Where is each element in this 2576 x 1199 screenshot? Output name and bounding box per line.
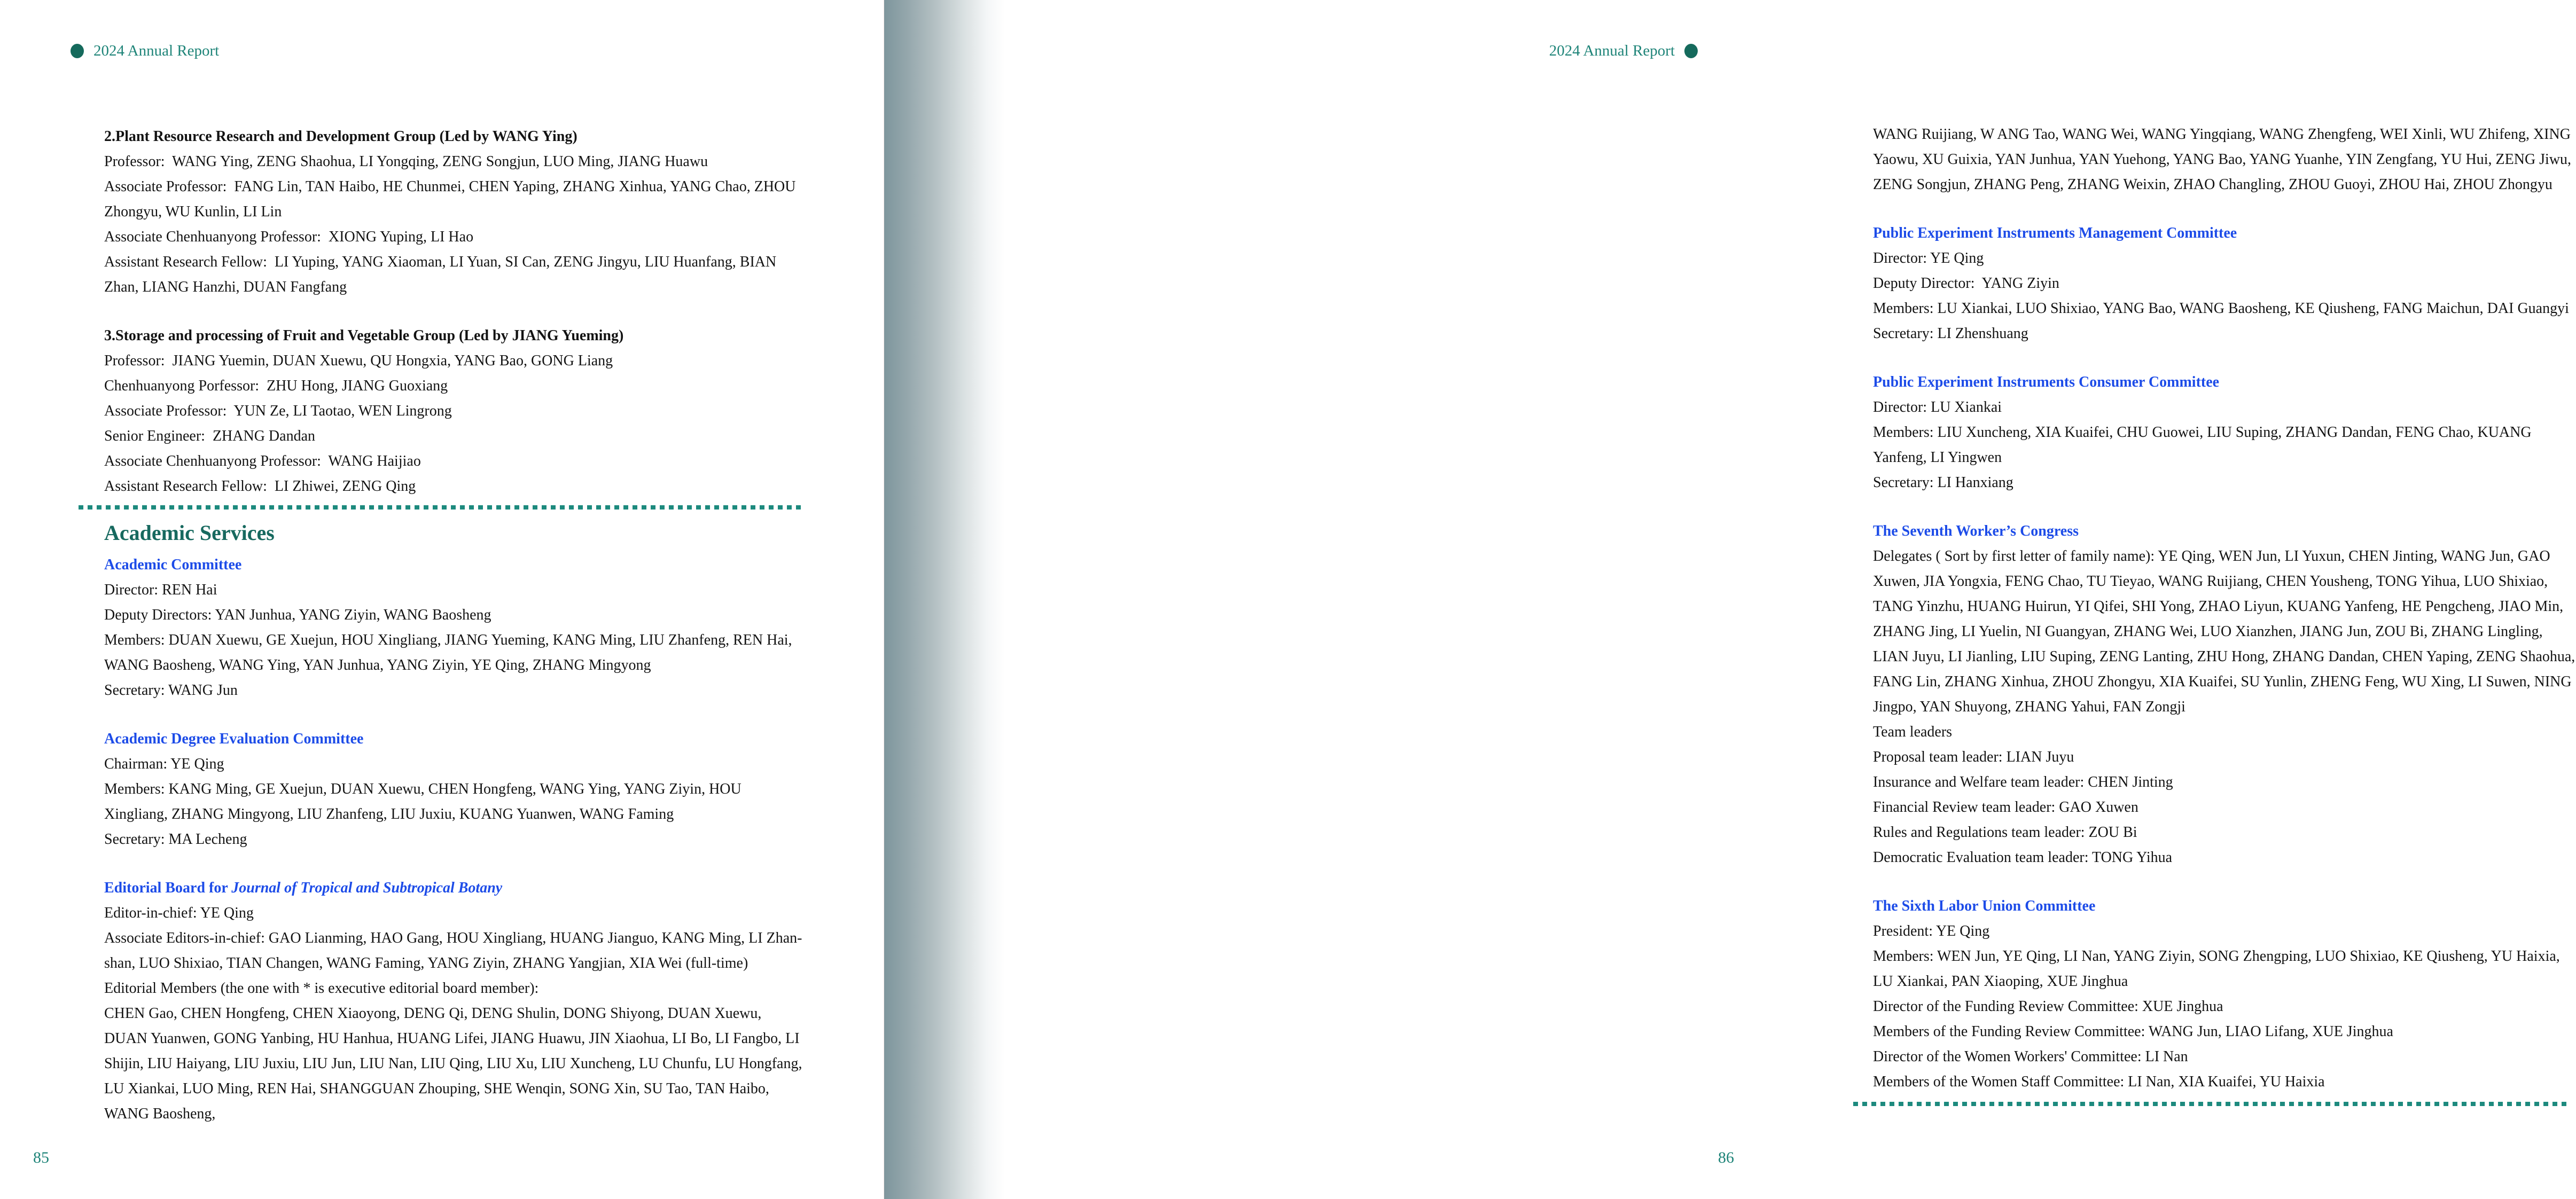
block-spacer	[1873, 495, 2576, 519]
page-header-right	[1549, 42, 1698, 60]
body-paragraph: Director: YE Qing	[1873, 250, 1984, 267]
body-paragraph: Director of the Women Workers' Committee: LI Nan	[1873, 1048, 2188, 1065]
body-paragraph: President: YE Qing	[1873, 923, 1990, 939]
body-paragraph: WANG Ruijiang, W ANG Tao, WANG Wei, WANG Yingqiang, WANG Zhengfeng, WEI Xinli, WU Zhifeng, XING Yaowu, XU Guixia, YAN Junhua, YAN Yuehong, YANG Bao, YANG Yuanhe, YIN Zengfang, YU Hui, ZENG Jiwu, ZENG Songjun, ZHANG Peng, ZHANG Weixin, ZHAO Changling, ZHOU Guoyi, ZHOU Hai, ZHOU Zhongyu	[1873, 126, 2575, 193]
page-number-left: 85	[33, 1149, 49, 1166]
body-paragraph: Associate Professor: FANG Lin, TAN Haibo, HE Chunmei, CHEN Yaping, ZHANG Xinhua, YANG Chao, ZHOU Zhongyu, WU Kunlin, LI Lin	[104, 178, 800, 220]
header-bullet-icon	[1684, 44, 1698, 58]
body-paragraph: Assistant Research Fellow: LI Yuping, YANG Xiaoman, LI Yuan, SI Can, ZENG Jingyu, LIU Huanfang, BIAN Zhan, LIANG Hanzhi, DUAN Fangfang	[104, 254, 780, 295]
body-paragraph: Secretary: WANG Jun	[104, 682, 238, 699]
body-paragraph: Secretary: MA Lecheng	[104, 831, 247, 848]
body-paragraph: Rules and Regulations team leader: ZOU Bi	[1873, 824, 2137, 841]
body-paragraph: Financial Review team leader: GAO Xuwen	[1873, 799, 2138, 816]
page-right	[884, 0, 2575, 1199]
committee-heading: Public Experiment Instruments Management Committee	[1873, 225, 2237, 241]
page-left	[0, 0, 884, 1199]
body-paragraph: Members of the Women Staff Committee: LI Nan, XIA Kuaifei, YU Haixia	[1873, 1073, 2325, 1090]
body-paragraph: Proposal team leader: LIAN Juyu	[1873, 749, 2074, 765]
header-title-right: 2024 Annual Report	[1549, 42, 1675, 59]
body-paragraph: Associate Professor: YUN Ze, LI Taotao, WEN Lingrong	[104, 403, 452, 419]
body-paragraph: Associate Chenhuanyong Professor: XIONG Yuping, LI Hao	[104, 229, 474, 245]
block-spacer	[1873, 197, 2576, 221]
committee-heading: Academic Degree Evaluation Committee	[104, 731, 364, 747]
committee-heading: The Seventh Worker’s Congress	[1873, 523, 2079, 539]
block-spacer	[104, 703, 805, 726]
body-paragraph: Democratic Evaluation team leader: TONG Yihua	[1873, 849, 2173, 866]
body-paragraph: Members: LIU Xuncheng, XIA Kuaifei, CHU Guowei, LIU Suping, ZHANG Dandan, FENG Chao, KUANG Yanfeng, LI Yingwen	[1873, 424, 2535, 466]
body-paragraph: Assistant Research Fellow: LI Zhiwei, ZENG Qing	[104, 478, 416, 495]
header-title-left: 2024 Annual Report	[93, 42, 220, 59]
body-paragraph: Director: REN Hai	[104, 582, 217, 598]
body-paragraph: Members: KANG Ming, GE Xuejun, DUAN Xuewu, CHEN Hongfeng, WANG Ying, YANG Ziyin, HOU Xingliang, ZHANG Mingyong, LIU Zhanfeng, LIU Juxiu, KUANG Yuanwen, WANG Faming	[104, 781, 745, 822]
section-title: Academic Services	[104, 521, 275, 545]
body-paragraph: Secretary: LI Zhenshuang	[1873, 325, 2028, 342]
body-paragraph: Director of the Funding Review Committee: XUE Jinghua	[1873, 998, 2223, 1015]
committee-heading: The Sixth Labor Union Committee	[1873, 898, 2096, 914]
body-paragraph: Team leaders	[1873, 724, 1953, 740]
body-paragraph: Deputy Directors: YAN Junhua, YANG Ziyin, WANG Baosheng	[104, 607, 491, 623]
body-paragraph: Professor: JIANG Yuemin, DUAN Xuewu, QU Hongxia, YANG Bao, GONG Liang	[104, 352, 613, 369]
body-paragraph: Members: DUAN Xuewu, GE Xuejun, HOU Xingliang, JIANG Yueming, KANG Ming, LIU Zhanfeng, REN Hai, WANG Baosheng, WANG Ying, YAN Junhua, YANG Ziyin, YE Qing, ZHANG Mingyong	[104, 632, 796, 673]
block-spacer	[104, 300, 805, 323]
body-paragraph: Secretary: LI Hanxiang	[1873, 474, 2013, 491]
group-heading: 2.Plant Resource Research and Development Group (Led by WANG Ying)	[104, 128, 577, 145]
body-paragraph: Director: LU Xiankai	[1873, 399, 2002, 416]
committee-heading: Editorial Board for Journal of Tropical and Subtropical Botany	[104, 880, 503, 896]
body-paragraph: Editorial Members (the one with * is executive editorial board member):	[104, 980, 539, 997]
committee-heading: Public Experiment Instruments Consumer Committee	[1873, 374, 2220, 390]
body-paragraph: CHEN Gao, CHEN Hongfeng, CHEN Xiaoyong, DENG Qi, DENG Shulin, DONG Shiyong, DUAN Xuewu, DUAN Yuanwen, GONG Yanbing, HU Hanhua, HUANG Lifei, JIANG Huawu, JIN Xiaohua, LI Bo, LI Fangbo, LI Shijin, LIU Haiyang, LIU Juxiu, LIU Jun, LIU Nan, LIU Qing, LIU Xu, LIU Xuncheng, LU Chunfu, LU Hongfang, LU Xiankai, LUO Ming, REN Hai, SHANGGUAN Zhouping, SHE Wenqin, SONG Xin, SU Tao, TAN Haibo, WANG Baosheng,	[104, 1005, 806, 1122]
block-spacer	[104, 852, 805, 875]
dashed-separator	[1853, 1102, 2567, 1106]
body-paragraph: Members: LU Xiankai, LUO Shixiao, YANG Bao, WANG Baosheng, KE Qiusheng, FANG Maichun, DAI Guangyi	[1873, 300, 2569, 317]
body-paragraph: Chairman: YE Qing	[104, 756, 224, 772]
body-paragraph: Delegates ( Sort by first letter of family name): YE Qing, WEN Jun, LI Yuxun, CHEN Jinting, WANG Jun, GAO Xuwen, JIA Yongxia, FENG Chao, TU Tieyao, WANG Ruijiang, CHEN Yousheng, TONG Yihua, LUO Shixiao, TANG Yinzhu, HUANG Huirun, YI Qifei, SHI Yong, ZHAO Liyun, KUANG Yanfeng, HE Pengcheng, JIAO Min, ZHANG Jing, LI Yuelin, NI Guangyan, ZHANG Wei, LUO Xianzhen, JIANG Jun, ZOU Bi, ZHANG Lingling, LIAN Juyu, LI Jianling, LIU Suping, ZENG Lanting, ZHU Hong, ZHANG Dandan, CHEN Yaping, ZENG Shaohua, FANG Lin, ZHANG Xinhua, ZHOU Zhongyu, XIA Kuaifei, SU Yunlin, ZHENG Feng, WU Xing, LI Suwen, NING Jingpo, YAN Shuyong, ZHANG Yahui, FAN Zongji	[1873, 548, 2575, 715]
body-paragraph: Chenhuanyong Porfessor: ZHU Hong, JIANG Guoxiang	[104, 378, 448, 394]
block-spacer	[1873, 346, 2576, 370]
body-paragraph: Associate Chenhuanyong Professor: WANG Haijiao	[104, 453, 421, 469]
body-paragraph: Insurance and Welfare team leader: CHEN Jinting	[1873, 774, 2173, 790]
header-bullet-icon	[71, 44, 84, 58]
body-paragraph: Members: WEN Jun, YE Qing, LI Nan, YANG Ziyin, SONG Zhengping, LUO Shixiao, KE Qiusheng, YU Haixia, LU Xiankai, PAN Xiaoping, XUE Jinghua	[1873, 948, 2564, 990]
page-number-right: 86	[1718, 1149, 1734, 1166]
committee-heading: Academic Committee	[104, 557, 242, 573]
body-paragraph: Associate Editors-in-chief: GAO Lianming, HAO Gang, HOU Xingliang, HUANG Jianguo, KANG Ming, LI Zhan-shan, LUO Shixiao, TIAN Changen, WANG Faming, YANG Ziyin, ZHANG Yangjian, XIA Wei (full-time)	[104, 930, 802, 971]
block-spacer	[1873, 870, 2576, 894]
left-content-column	[104, 124, 805, 1126]
body-paragraph: Senior Engineer: ZHANG Dandan	[104, 428, 316, 444]
body-paragraph: Professor: WANG Ying, ZENG Shaohua, LI Yongqing, ZENG Songjun, LUO Ming, JIANG Huawu	[104, 153, 708, 170]
group-heading: 3.Storage and processing of Fruit and Vegetable Group (Led by JIANG Yueming)	[104, 327, 624, 344]
body-paragraph: Editor-in-chief: YE Qing	[104, 905, 254, 921]
body-paragraph: Members of the Funding Review Committee: WANG Jun, LIAO Lifang, XUE Jinghua	[1873, 1023, 2393, 1040]
page-header-left	[71, 42, 219, 60]
body-paragraph: Deputy Director: YANG Ziyin	[1873, 275, 2059, 292]
dashed-separator	[79, 505, 805, 510]
right-content-column	[1873, 122, 2576, 1106]
